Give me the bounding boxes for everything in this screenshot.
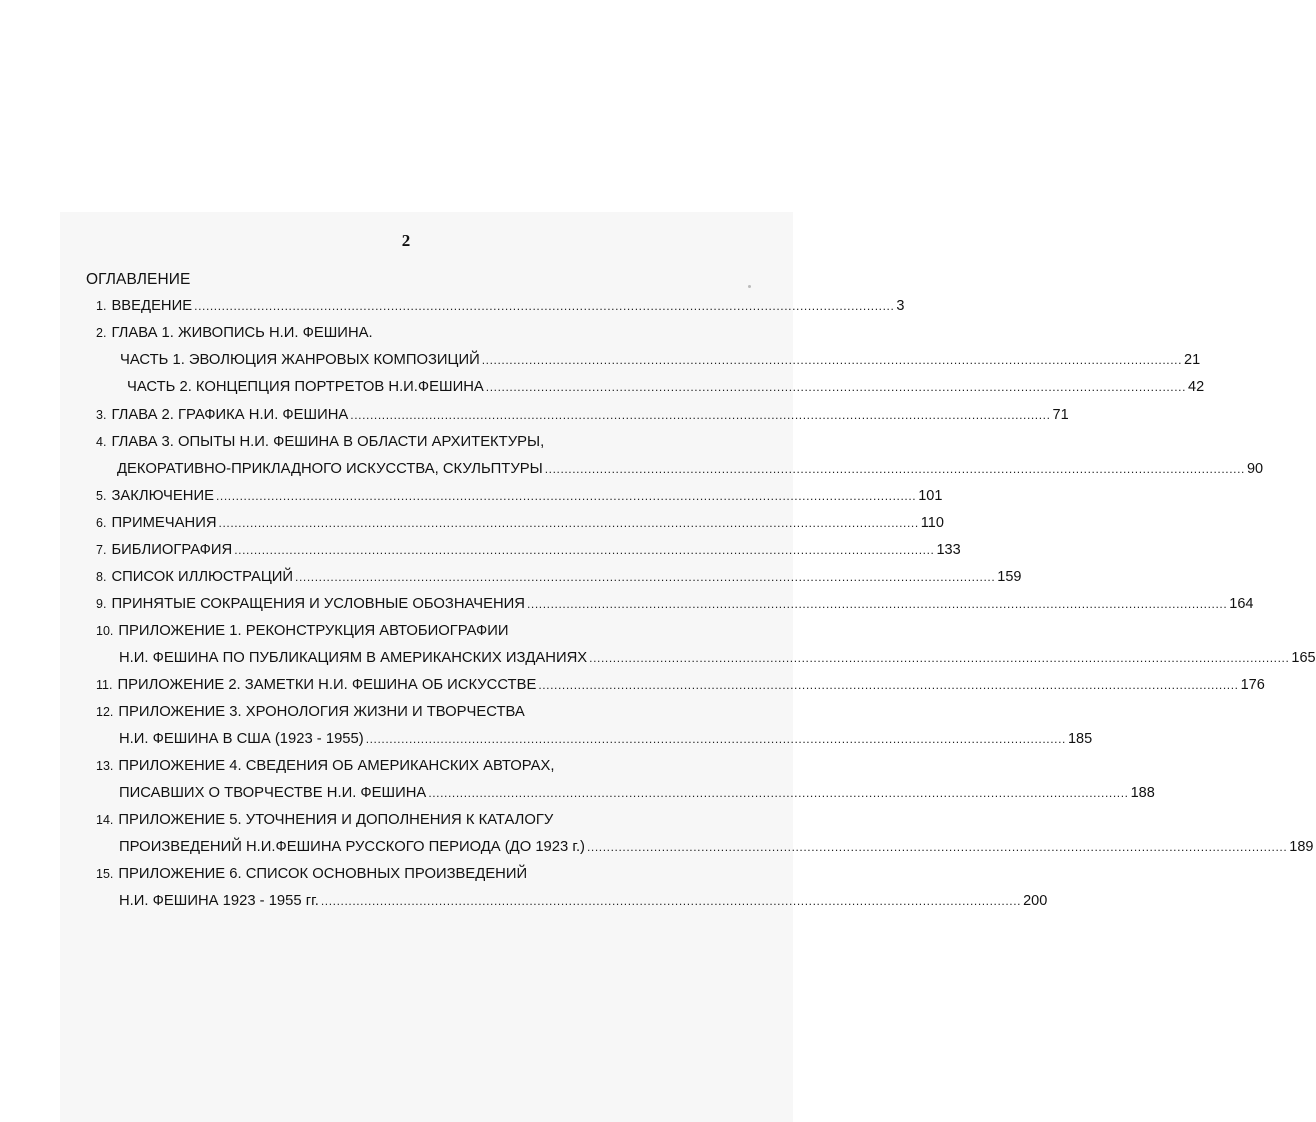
toc-entry-text: СПИСОК ИЛЛЮСТРАЦИЙ — [111, 569, 294, 585]
toc-entry-text: Н.И. ФЕШИНА ПО ПУБЛИКАЦИЯМ В АМЕРИКАНСКИХ ИЗДАНИЯХ — [119, 650, 588, 666]
toc-entry-page: 71 — [1052, 407, 1069, 423]
toc-entry-text: ПРИЛОЖЕНИЕ 1. РЕКОНСТРУКЦИЯ АВТОБИОГРАФИИ — [118, 623, 509, 639]
toc-entry-text: ЗАКЛЮЧЕНИЕ — [111, 488, 214, 504]
toc-entry-number: 6. — [96, 516, 107, 530]
dot-leader: .................................................................................................................................................................................. — [481, 353, 1182, 367]
toc-entry-appendix-1-cont — [119, 648, 1316, 668]
toc-entry-page: 42 — [1188, 379, 1205, 395]
toc-entry-abbreviations — [96, 594, 1254, 614]
dot-leader: .................................................................................................................................................................................. — [428, 786, 1129, 800]
toc-entry-page: 101 — [918, 488, 943, 504]
toc-entry-appendix-4 — [96, 756, 555, 776]
toc-entry-number: 2. — [96, 326, 107, 340]
dot-leader: .................................................................................................................................................................................. — [538, 678, 1239, 692]
toc-entry-number: 12. — [96, 705, 114, 719]
toc-entry-chapter-1 — [96, 323, 373, 343]
toc-entry-number: 5. — [96, 489, 107, 503]
toc-entry-text: ЧАСТЬ 1. ЭВОЛЮЦИЯ ЖАНРОВЫХ КОМПОЗИЦИЙ — [120, 352, 480, 368]
toc-entry-page: 189 — [1289, 839, 1314, 855]
toc-entry-page: 188 — [1130, 785, 1155, 801]
dot-leader: .................................................................................................................................................................................. — [234, 543, 935, 557]
toc-entry-number: 4. — [96, 435, 107, 449]
toc-entry-number: 15. — [96, 867, 114, 881]
toc-entry-page: 110 — [920, 515, 944, 531]
dot-leader: .................................................................................................................................................................................. — [587, 840, 1288, 854]
toc-entry-number: 8. — [96, 570, 107, 584]
toc-entry-text: ДЕКОРАТИВНО-ПРИКЛАДНОГО ИСКУССТВА, СКУЛЬПТУРЫ — [117, 461, 543, 477]
dot-leader: .................................................................................................................................................................................. — [215, 489, 917, 503]
toc-entry-page: 90 — [1246, 461, 1264, 477]
dot-leader: .................................................................................................................................................................................. — [194, 299, 895, 313]
toc-entry-page: 159 — [997, 569, 1022, 585]
toc-entry-page: 21 — [1184, 352, 1201, 368]
toc-entry-appendix-4-cont — [119, 783, 1155, 803]
toc-entry-appendix-6-cont — [119, 891, 1048, 911]
toc-entry-number: 1. — [96, 299, 107, 313]
toc-entry-page: 165 — [1291, 650, 1316, 666]
toc-entry-appendix-2 — [96, 675, 1265, 695]
toc-entry-appendix-6 — [96, 864, 527, 884]
toc-entry-number: 3. — [96, 408, 107, 422]
toc-entry-notes — [96, 513, 944, 533]
toc-entry-number: 13. — [96, 759, 114, 773]
toc-entry-number: 11. — [96, 678, 113, 692]
dot-leader: .................................................................................................................................................................................. — [218, 516, 919, 530]
toc-entry-page: 200 — [1023, 893, 1048, 909]
toc-entry-text: ПРИЛОЖЕНИЕ 3. ХРОНОЛОГИЯ ЖИЗНИ И ТВОРЧЕСТВА — [118, 704, 525, 720]
page-number: 2 — [401, 231, 411, 250]
toc-entry-illustrations — [96, 567, 1022, 587]
dot-leader: .................................................................................................................................................................................. — [350, 408, 1051, 422]
dot-leader: .................................................................................................................................................................................. — [295, 570, 996, 584]
toc-entry-page: 3 — [896, 298, 905, 314]
toc-entry-appendix-3 — [96, 702, 525, 722]
toc-entry-chapter-1-part-2 — [127, 377, 1205, 397]
toc-entry-number: 9. — [96, 597, 107, 611]
toc-entry-text: Н.И. ФЕШИНА В США (1923 - 1955) — [119, 731, 364, 747]
dot-leader: .................................................................................................................................................................................. — [320, 894, 1022, 908]
toc-title: ОГЛАВЛЕНИЕ — [86, 271, 191, 288]
toc-entry-appendix-5 — [96, 810, 553, 830]
toc-entry-chapter-3-cont — [117, 459, 1264, 479]
toc-entry-page: 133 — [936, 542, 961, 558]
toc-entry-appendix-1 — [96, 621, 509, 641]
toc-entry-chapter-2 — [96, 405, 1069, 425]
toc-entry-text: ПРИЛОЖЕНИЕ 4. СВЕДЕНИЯ ОБ АМЕРИКАНСКИХ АВТОРАХ, — [118, 758, 555, 774]
toc-entry-text: ЧАСТЬ 2. КОНЦЕПЦИЯ ПОРТРЕТОВ Н.И.ФЕШИНА — [127, 379, 484, 395]
dot-leader: .................................................................................................................................................................................. — [589, 651, 1290, 665]
toc-entry-text: ПРИЛОЖЕНИЕ 6. СПИСОК ОСНОВНЫХ ПРОИЗВЕДЕНИЙ — [118, 866, 528, 882]
toc-entry-page: 176 — [1240, 677, 1265, 693]
scan-speck — [748, 285, 751, 288]
toc-entry-text: ПРИМЕЧАНИЯ — [111, 515, 217, 531]
dot-leader: .................................................................................................................................................................................. — [544, 462, 1245, 476]
dot-leader: .................................................................................................................................................................................. — [365, 732, 1066, 746]
toc-entry-appendix-5-cont — [119, 837, 1314, 857]
toc-entry-number: 7. — [96, 543, 107, 557]
toc-entry-conclusion — [96, 486, 943, 506]
toc-entry-text: ГЛАВА 2. ГРАФИКА Н.И. ФЕШИНА — [111, 407, 349, 423]
toc-entry-number: 14. — [96, 813, 114, 827]
toc-entry-text: Н.И. ФЕШИНА 1923 - 1955 гг. — [119, 893, 319, 909]
toc-entry-chapter-3 — [96, 432, 544, 452]
toc-entry-text: ГЛАВА 1. ЖИВОПИСЬ Н.И. ФЕШИНА. — [111, 325, 373, 341]
toc-entry-introduction — [96, 296, 905, 316]
toc-entry-text: ГЛАВА 3. ОПЫТЫ Н.И. ФЕШИНА В ОБЛАСТИ АРХИТЕКТУРЫ, — [111, 434, 545, 450]
toc-entry-chapter-1-part-1 — [120, 350, 1201, 370]
toc-entry-page: 164 — [1229, 596, 1254, 612]
scan-top-margin — [0, 0, 793, 212]
toc-entry-bibliography — [96, 540, 961, 560]
toc-entry-text: ПРИЛОЖЕНИЕ 2. ЗАМЕТКИ Н.И. ФЕШИНА ОБ ИСКУССТВЕ — [117, 677, 537, 693]
toc-entry-text: БИБЛИОГРАФИЯ — [111, 542, 233, 558]
dot-leader: .................................................................................................................................................................................. — [527, 597, 1228, 611]
toc-entry-appendix-3-cont — [119, 729, 1093, 749]
toc-entry-text: ПРИНЯТЫЕ СОКРАЩЕНИЯ И УСЛОВНЫЕ ОБОЗНАЧЕНИЯ — [111, 596, 525, 612]
toc-entry-text: ПРИЛОЖЕНИЕ 5. УТОЧНЕНИЯ И ДОПОЛНЕНИЯ К КАТАЛОГУ — [118, 812, 554, 828]
toc-entry-number: 10. — [96, 624, 114, 638]
toc-entry-text: ВВЕДЕНИЕ — [111, 298, 193, 314]
toc-entry-text: ПИСАВШИХ О ТВОРЧЕСТВЕ Н.И. ФЕШИНА — [119, 785, 427, 801]
toc-entry-text: ПРОИЗВЕДЕНИЙ Н.И.ФЕШИНА РУССКОГО ПЕРИОДА (ДО 1923 г.) — [119, 839, 585, 855]
toc-entry-page: 185 — [1067, 731, 1093, 747]
dot-leader: .................................................................................................................................................................................. — [485, 380, 1187, 394]
